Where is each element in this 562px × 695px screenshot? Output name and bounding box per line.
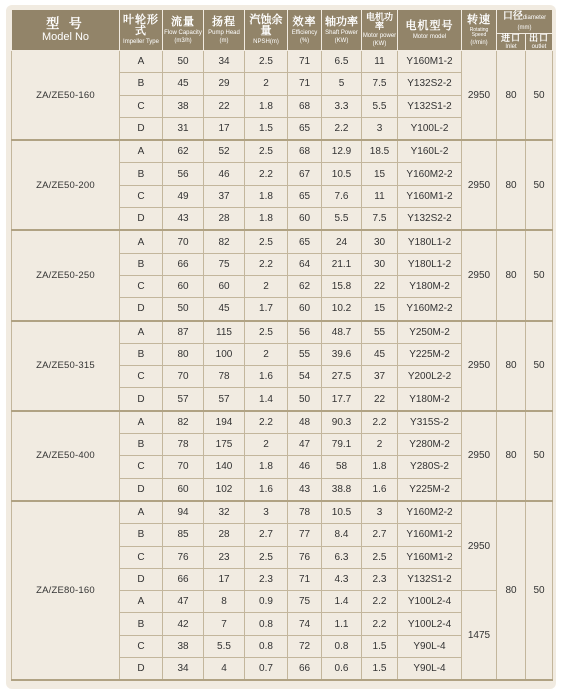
- motor-power-cell: 1.5: [362, 635, 398, 657]
- motor-power-cell: 7.5: [362, 208, 398, 231]
- motor-power-cell: 3: [362, 117, 398, 140]
- efficiency-cell: 68: [288, 95, 322, 117]
- header-flow: 流量 Flow Capacity (m3/h): [163, 10, 204, 51]
- model-cell: ZA/ZE50-160: [12, 51, 120, 141]
- motor-model-cell: Y100L2-4: [398, 613, 462, 635]
- npsh-cell: 2.5: [245, 140, 288, 163]
- shaft-power-cell: 24: [322, 230, 362, 253]
- motor-model-cell: Y160M1-2: [398, 51, 462, 73]
- npsh-cell: 1.8: [245, 185, 288, 207]
- shaft-power-cell: 5: [322, 73, 362, 95]
- efficiency-cell: 65: [288, 117, 322, 140]
- motor-model-cell: Y180L1-2: [398, 230, 462, 253]
- motor-power-cell: 11: [362, 51, 398, 73]
- efficiency-cell: 68: [288, 140, 322, 163]
- npsh-cell: 2.5: [245, 230, 288, 253]
- motor-model-cell: Y225M-2: [398, 343, 462, 365]
- impeller-cell: D: [120, 208, 163, 231]
- efficiency-cell: 56: [288, 321, 322, 344]
- inlet-cell: 80: [497, 140, 526, 230]
- impeller-cell: C: [120, 635, 163, 657]
- motor-power-cell: 1.6: [362, 478, 398, 501]
- header-inlet: 进口 Inlet: [497, 34, 526, 51]
- efficiency-cell: 71: [288, 73, 322, 95]
- shaft-power-cell: 21.1: [322, 253, 362, 275]
- table-row: [12, 140, 553, 163]
- motor-model-cell: Y280M-2: [398, 434, 462, 456]
- motor-power-cell: 2.3: [362, 568, 398, 590]
- flow-cell: 42: [163, 613, 204, 635]
- flow-cell: 70: [163, 456, 204, 478]
- efficiency-cell: 77: [288, 524, 322, 546]
- shaft-power-cell: 8.4: [322, 524, 362, 546]
- motor-power-cell: 2.2: [362, 591, 398, 613]
- shaft-power-cell: 48.7: [322, 321, 362, 344]
- impeller-cell: A: [120, 140, 163, 163]
- motor-power-cell: 2.2: [362, 613, 398, 635]
- speed-cell: 2950: [462, 411, 497, 501]
- flow-cell: 82: [163, 411, 204, 434]
- motor-power-cell: 37: [362, 366, 398, 388]
- head-cell: 78: [204, 366, 245, 388]
- motor-power-cell: 1.5: [362, 658, 398, 681]
- efficiency-cell: 46: [288, 456, 322, 478]
- motor-model-cell: Y100L-2: [398, 117, 462, 140]
- impeller-cell: B: [120, 253, 163, 275]
- shaft-power-cell: 15.8: [322, 275, 362, 297]
- shaft-power-cell: 0.6: [322, 658, 362, 681]
- efficiency-cell: 67: [288, 163, 322, 185]
- shaft-power-cell: 3.3: [322, 95, 362, 117]
- npsh-cell: 2: [245, 73, 288, 95]
- impeller-cell: D: [120, 298, 163, 321]
- npsh-cell: 1.8: [245, 456, 288, 478]
- header-impeller: 叶轮形式 Impeller Type: [120, 10, 163, 51]
- impeller-cell: D: [120, 478, 163, 501]
- head-cell: 102: [204, 478, 245, 501]
- head-cell: 17: [204, 568, 245, 590]
- motor-model-cell: Y160M2-2: [398, 163, 462, 185]
- outlet-cell: 50: [526, 140, 553, 230]
- shaft-power-cell: 5.5: [322, 208, 362, 231]
- efficiency-cell: 47: [288, 434, 322, 456]
- npsh-cell: 0.9: [245, 591, 288, 613]
- motor-model-cell: Y160M2-2: [398, 501, 462, 524]
- efficiency-cell: 71: [288, 568, 322, 590]
- flow-cell: 66: [163, 568, 204, 590]
- flow-cell: 70: [163, 366, 204, 388]
- header-model: 型 号 Model No: [12, 10, 120, 51]
- model-cell: ZA/ZE50-400: [12, 411, 120, 501]
- header-efficiency: 效率 Efficiency (%): [288, 10, 322, 51]
- npsh-cell: 2.5: [245, 51, 288, 73]
- efficiency-cell: 55: [288, 343, 322, 365]
- outlet-cell: 50: [526, 51, 553, 141]
- model-cell: ZA/ZE50-200: [12, 140, 120, 230]
- header-head: 扬程 Pump Head (m): [204, 10, 245, 51]
- head-cell: 37: [204, 185, 245, 207]
- shaft-power-cell: 7.6: [322, 185, 362, 207]
- speed-cell: 2950: [462, 51, 497, 141]
- shaft-power-cell: 39.6: [322, 343, 362, 365]
- header-npsh: 汽蚀余量 NPSH(m): [245, 10, 288, 51]
- efficiency-cell: 74: [288, 613, 322, 635]
- motor-model-cell: Y160M1-2: [398, 185, 462, 207]
- shaft-power-cell: 10.5: [322, 163, 362, 185]
- impeller-cell: B: [120, 73, 163, 95]
- table-row: [12, 411, 553, 434]
- head-cell: 23: [204, 546, 245, 568]
- npsh-cell: 2: [245, 434, 288, 456]
- motor-model-cell: Y132S1-2: [398, 95, 462, 117]
- shaft-power-cell: 17.7: [322, 388, 362, 411]
- motor-model-cell: Y160L-2: [398, 140, 462, 163]
- table-row: [12, 501, 553, 524]
- motor-model-cell: Y180L1-2: [398, 253, 462, 275]
- npsh-cell: 2.2: [245, 253, 288, 275]
- efficiency-cell: 64: [288, 253, 322, 275]
- motor-model-cell: Y90L-4: [398, 658, 462, 681]
- inlet-cell: 80: [497, 51, 526, 141]
- efficiency-cell: 62: [288, 275, 322, 297]
- motor-power-cell: 2.5: [362, 546, 398, 568]
- npsh-cell: 0.8: [245, 635, 288, 657]
- head-cell: 8: [204, 591, 245, 613]
- motor-model-cell: Y250M-2: [398, 321, 462, 344]
- table-row: [12, 230, 553, 253]
- inlet-cell: 80: [497, 230, 526, 320]
- header-shaft-power: 轴功率 Shaft Power (KW): [322, 10, 362, 51]
- motor-model-cell: Y225M-2: [398, 478, 462, 501]
- npsh-cell: 2.3: [245, 568, 288, 590]
- header-motor-power: 电机功率 Motor power (KW): [362, 10, 398, 51]
- efficiency-cell: 43: [288, 478, 322, 501]
- npsh-cell: 0.7: [245, 658, 288, 681]
- efficiency-cell: 66: [288, 658, 322, 681]
- head-cell: 82: [204, 230, 245, 253]
- impeller-cell: D: [120, 117, 163, 140]
- shaft-power-cell: 10.2: [322, 298, 362, 321]
- pump-spec-table: [11, 9, 553, 681]
- npsh-cell: 3: [245, 501, 288, 524]
- impeller-cell: C: [120, 95, 163, 117]
- motor-model-cell: Y160M1-2: [398, 524, 462, 546]
- motor-model-cell: Y90L-4: [398, 635, 462, 657]
- header-speed: 转速 Rotating Speed (r/min): [462, 10, 497, 51]
- npsh-cell: 1.6: [245, 366, 288, 388]
- npsh-cell: 1.5: [245, 117, 288, 140]
- head-cell: 29: [204, 73, 245, 95]
- motor-power-cell: 15: [362, 163, 398, 185]
- impeller-cell: D: [120, 388, 163, 411]
- head-cell: 45: [204, 298, 245, 321]
- impeller-cell: C: [120, 185, 163, 207]
- shaft-power-cell: 2.2: [322, 117, 362, 140]
- motor-model-cell: Y180M-2: [398, 275, 462, 297]
- outlet-cell: 50: [526, 411, 553, 501]
- impeller-cell: D: [120, 658, 163, 681]
- motor-power-cell: 11: [362, 185, 398, 207]
- motor-model-cell: Y100L2-4: [398, 591, 462, 613]
- impeller-cell: C: [120, 366, 163, 388]
- npsh-cell: 2: [245, 275, 288, 297]
- flow-cell: 70: [163, 230, 204, 253]
- head-cell: 32: [204, 501, 245, 524]
- table-row: [12, 51, 553, 73]
- flow-cell: 50: [163, 51, 204, 73]
- flow-cell: 94: [163, 501, 204, 524]
- head-cell: 60: [204, 275, 245, 297]
- motor-power-cell: 15: [362, 298, 398, 321]
- flow-cell: 50: [163, 298, 204, 321]
- head-cell: 115: [204, 321, 245, 344]
- motor-model-cell: Y160M1-2: [398, 546, 462, 568]
- motor-power-cell: 30: [362, 253, 398, 275]
- head-cell: 100: [204, 343, 245, 365]
- shaft-power-cell: 10.5: [322, 501, 362, 524]
- motor-power-cell: 22: [362, 275, 398, 297]
- impeller-cell: A: [120, 411, 163, 434]
- efficiency-cell: 78: [288, 501, 322, 524]
- head-cell: 75: [204, 253, 245, 275]
- npsh-cell: 2.2: [245, 163, 288, 185]
- npsh-cell: 1.7: [245, 298, 288, 321]
- head-cell: 52: [204, 140, 245, 163]
- efficiency-cell: 60: [288, 298, 322, 321]
- motor-power-cell: 55: [362, 321, 398, 344]
- shaft-power-cell: 0.8: [322, 635, 362, 657]
- flow-cell: 62: [163, 140, 204, 163]
- efficiency-cell: 65: [288, 230, 322, 253]
- efficiency-cell: 50: [288, 388, 322, 411]
- impeller-cell: A: [120, 230, 163, 253]
- head-cell: 175: [204, 434, 245, 456]
- flow-cell: 60: [163, 275, 204, 297]
- flow-cell: 34: [163, 658, 204, 681]
- table-body: [12, 51, 553, 681]
- impeller-cell: B: [120, 343, 163, 365]
- impeller-cell: B: [120, 613, 163, 635]
- flow-cell: 31: [163, 117, 204, 140]
- efficiency-cell: 76: [288, 546, 322, 568]
- head-cell: 194: [204, 411, 245, 434]
- motor-power-cell: 2.2: [362, 411, 398, 434]
- motor-model-cell: Y132S2-2: [398, 73, 462, 95]
- efficiency-cell: 72: [288, 635, 322, 657]
- efficiency-cell: 71: [288, 51, 322, 73]
- flow-cell: 38: [163, 635, 204, 657]
- head-cell: 28: [204, 208, 245, 231]
- impeller-cell: A: [120, 321, 163, 344]
- motor-power-cell: 30: [362, 230, 398, 253]
- speed-cell: 2950: [462, 321, 497, 411]
- head-cell: 7: [204, 613, 245, 635]
- flow-cell: 66: [163, 253, 204, 275]
- npsh-cell: 1.8: [245, 208, 288, 231]
- motor-model-cell: Y180M-2: [398, 388, 462, 411]
- outlet-cell: 50: [526, 230, 553, 320]
- motor-model-cell: Y200L2-2: [398, 366, 462, 388]
- head-cell: 4: [204, 658, 245, 681]
- impeller-cell: A: [120, 591, 163, 613]
- npsh-cell: 0.8: [245, 613, 288, 635]
- motor-model-cell: Y132S2-2: [398, 208, 462, 231]
- head-cell: 28: [204, 524, 245, 546]
- npsh-cell: 2.5: [245, 321, 288, 344]
- motor-power-cell: 1.8: [362, 456, 398, 478]
- motor-power-cell: 18.5: [362, 140, 398, 163]
- head-cell: 46: [204, 163, 245, 185]
- motor-power-cell: 45: [362, 343, 398, 365]
- head-cell: 5.5: [204, 635, 245, 657]
- flow-cell: 38: [163, 95, 204, 117]
- flow-cell: 57: [163, 388, 204, 411]
- efficiency-cell: 60: [288, 208, 322, 231]
- spec-sheet: [6, 5, 556, 689]
- impeller-cell: B: [120, 434, 163, 456]
- head-cell: 57: [204, 388, 245, 411]
- head-cell: 22: [204, 95, 245, 117]
- flow-cell: 43: [163, 208, 204, 231]
- shaft-power-cell: 27.5: [322, 366, 362, 388]
- npsh-cell: 1.4: [245, 388, 288, 411]
- head-cell: 34: [204, 51, 245, 73]
- header-motor-model: 电机型号 Motor model: [398, 10, 462, 51]
- speed-cell: 2950: [462, 501, 497, 591]
- shaft-power-cell: 6.3: [322, 546, 362, 568]
- flow-cell: 56: [163, 163, 204, 185]
- npsh-cell: 2.7: [245, 524, 288, 546]
- motor-power-cell: 2: [362, 434, 398, 456]
- impeller-cell: C: [120, 456, 163, 478]
- speed-cell: 2950: [462, 230, 497, 320]
- inlet-cell: 80: [497, 501, 526, 680]
- flow-cell: 49: [163, 185, 204, 207]
- npsh-cell: 2.2: [245, 411, 288, 434]
- impeller-cell: A: [120, 501, 163, 524]
- shaft-power-cell: 12.9: [322, 140, 362, 163]
- speed-cell: 2950: [462, 140, 497, 230]
- motor-power-cell: 3: [362, 501, 398, 524]
- flow-cell: 76: [163, 546, 204, 568]
- motor-power-cell: 2.7: [362, 524, 398, 546]
- outlet-cell: 50: [526, 321, 553, 411]
- shaft-power-cell: 90.3: [322, 411, 362, 434]
- motor-power-cell: 22: [362, 388, 398, 411]
- model-cell: ZA/ZE50-250: [12, 230, 120, 320]
- inlet-cell: 80: [497, 411, 526, 501]
- motor-model-cell: Y315S-2: [398, 411, 462, 434]
- flow-cell: 47: [163, 591, 204, 613]
- npsh-cell: 2.5: [245, 546, 288, 568]
- impeller-cell: B: [120, 163, 163, 185]
- efficiency-cell: 65: [288, 185, 322, 207]
- shaft-power-cell: 6.5: [322, 51, 362, 73]
- model-cell: ZA/ZE50-315: [12, 321, 120, 411]
- npsh-cell: 1.6: [245, 478, 288, 501]
- shaft-power-cell: 58: [322, 456, 362, 478]
- table-header: [12, 10, 553, 51]
- npsh-cell: 1.8: [245, 95, 288, 117]
- motor-power-cell: 7.5: [362, 73, 398, 95]
- shaft-power-cell: 38.8: [322, 478, 362, 501]
- outlet-cell: 50: [526, 501, 553, 680]
- shaft-power-cell: 1.4: [322, 591, 362, 613]
- shaft-power-cell: 4.3: [322, 568, 362, 590]
- motor-model-cell: Y132S1-2: [398, 568, 462, 590]
- efficiency-cell: 54: [288, 366, 322, 388]
- motor-model-cell: Y160M2-2: [398, 298, 462, 321]
- impeller-cell: D: [120, 568, 163, 590]
- motor-power-cell: 5.5: [362, 95, 398, 117]
- shaft-power-cell: 1.1: [322, 613, 362, 635]
- flow-cell: 78: [163, 434, 204, 456]
- efficiency-cell: 75: [288, 591, 322, 613]
- header-diameter: 口径diameter (mm): [497, 10, 553, 34]
- header-outlet: 出口 outlet: [526, 34, 553, 51]
- table-row: [12, 321, 553, 344]
- flow-cell: 85: [163, 524, 204, 546]
- model-cell: ZA/ZE80-160: [12, 501, 120, 680]
- impeller-cell: C: [120, 546, 163, 568]
- head-cell: 17: [204, 117, 245, 140]
- flow-cell: 87: [163, 321, 204, 344]
- shaft-power-cell: 79.1: [322, 434, 362, 456]
- flow-cell: 45: [163, 73, 204, 95]
- impeller-cell: C: [120, 275, 163, 297]
- inlet-cell: 80: [497, 321, 526, 411]
- speed-cell: 1475: [462, 591, 497, 681]
- efficiency-cell: 48: [288, 411, 322, 434]
- flow-cell: 80: [163, 343, 204, 365]
- head-cell: 140: [204, 456, 245, 478]
- impeller-cell: B: [120, 524, 163, 546]
- flow-cell: 60: [163, 478, 204, 501]
- motor-model-cell: Y280S-2: [398, 456, 462, 478]
- npsh-cell: 2: [245, 343, 288, 365]
- impeller-cell: A: [120, 51, 163, 73]
